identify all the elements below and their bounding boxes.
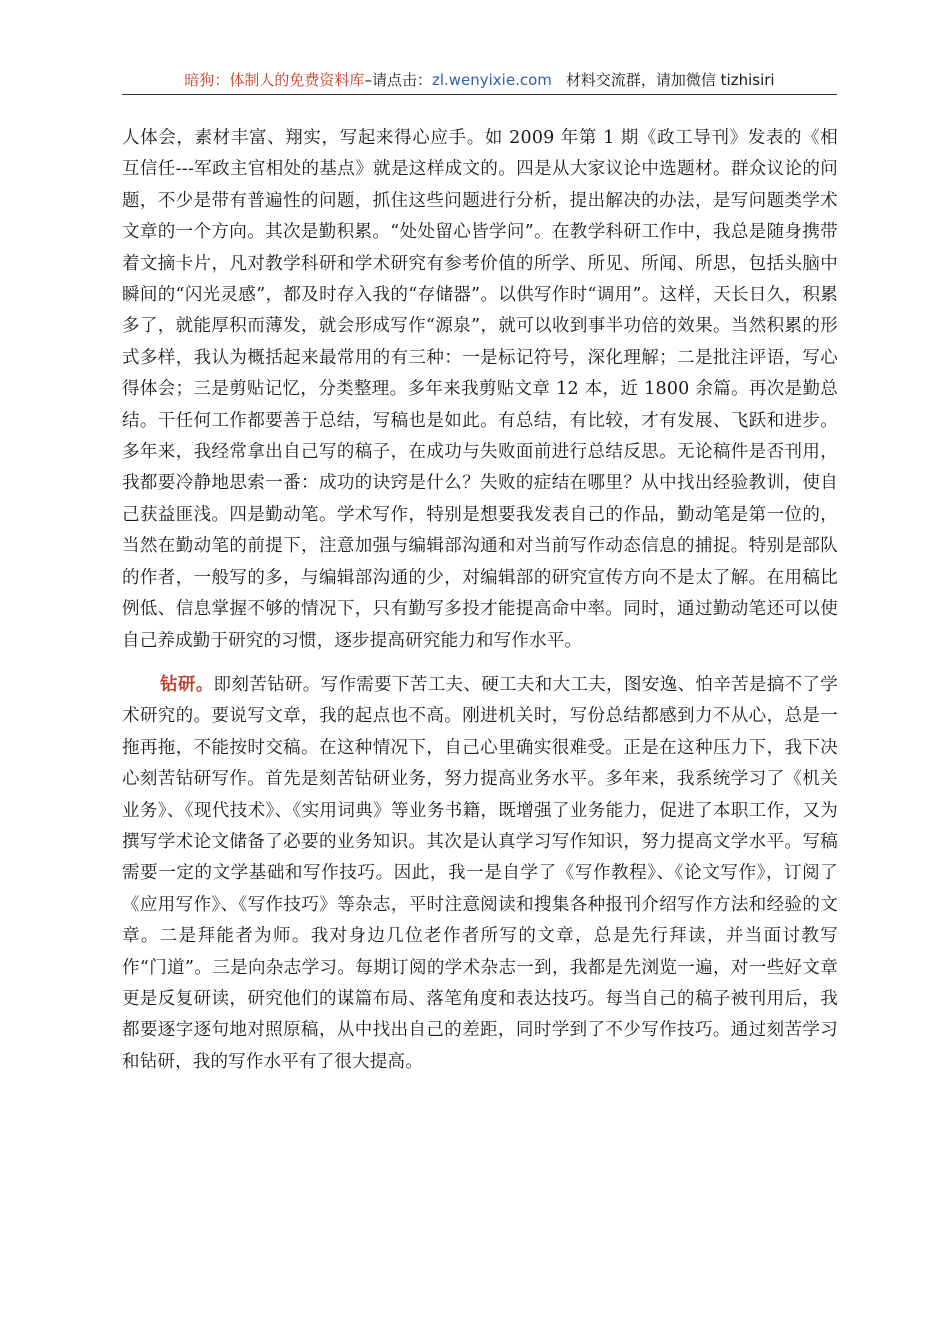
header-brand: 暗狗：体制人的免费资料库 [184,71,365,89]
paragraph-2-text: 即刻苦钻研。写作需要下苦工夫、硬工夫和大工夫，图安逸、怕辛苦是搞不了学术研究的。要说写文章，我的起点也不高。刚进机关时，写份总结都感到力不从心，总是一拖再拖，不能按时交稿。在这种情况下，自己心里确实很难受。正是在这种压力下，我下决心刻苦钻研写作。首先是刻苦钻研业务，努力提高业务水平。多年来，我系统学习了《机关业务》、《现代技术》、《实用词典》等业务书籍，既增强了业务能力，促进了本职工作，又为撰写学术论文储备了必要的业务知识。其次是认真学习写作知识，努力提高文学水平。写稿需要一定的文学基础和写作技巧。因此，我一是自学了《写作教程》、《论文写作》，订阅了《应用写作》、《写作技巧》等杂志，平时注意阅读和搜集各种报刊介绍写作方法和经验的文章。二是拜能者为师。我对身边几位老作者所写的文章，总是先行拜读，并当面讨教写作“门道”。三是向杂志学习。每期订阅的学术杂志一到，我都是先浏览一遍，对一些好文章更是反复研读，研究他们的谋篇布局、落笔角度和表达技巧。每当自己的稿子被刊用后，我都要逐字逐句地对照原稿，从中找出自己的差距，同时学到了不少写作技巧。通过刻苦学习和钻研，我的写作水平有了很大提高。 [122,674,838,1072]
document-body [122,123,838,1078]
page-header [122,70,837,95]
header-prompt: –请点击： [364,71,432,89]
paragraph-2 [122,670,838,1078]
header-link[interactable]: zl.wenyixie.com [431,71,552,89]
paragraph-2-lead: 钻研。 [160,674,214,695]
header-contact: 材料交流群，请加微信 tizhisiri [565,71,775,89]
paragraph-1: 人体会，素材丰富、翔实，写起来得心应手。如 2009 年第 1 期《政工导刊》发表的《相互信任---军政主官相处的基点》就是这样成文的。四是从大家议论中选题材。群众议论的问题，不少是带有普遍性的问题，抓住这些问题进行分析，提出解决的办法，是写问题类学术文章的一个方向。其次是勤积累。“处处留心皆学问”。在教学科研工作中，我总是随身携带着文摘卡片，凡对教学科研和学术研究有参考价值的所学、所见、所闻、所思，包括头脑中瞬间的“闪光灵感”，都及时存入我的“存储器”。以供写作时“调用”。这样，天长日久，积累多了，就能厚积而薄发，就会形成写作“源泉”，就可以收到事半功倍的效果。当然积累的形式多样，我认为概括起来最常用的有三种：一是标记符号，深化理解；二是批注评语，写心得体会；三是剪贴记忆，分类整理。多年来我剪贴文章 12 本，近 1800 余篇。再次是勤总结。干任何工作都要善于总结，写稿也是如此。有总结，有比较，才有发展、飞跃和进步。多年来，我经常拿出自己写的稿子，在成功与失败面前进行总结反思。无论稿件是否刊用，我都要冷静地思索一番：成功的诀窍是什么？失败的症结在哪里？从中找出经验教训，使自己获益匪浅。四是勤动笔。学术写作，特别是想要我发表自己的作品，勤动笔是第一位的，当然在勤动笔的前提下，注意加强与编辑部沟通和对当前写作动态信息的捕捉。特别是部队的作者，一般写的多，与编辑部沟通的少，对编辑部的研究宣传方向不是太了解。在用稿比例低、信息掌握不够的情况下，只有勤写多投才能提高命中率。同时，通过勤动笔还可以使自己养成勤于研究的习惯，逐步提高研究能力和写作水平。 [122,128,838,651]
